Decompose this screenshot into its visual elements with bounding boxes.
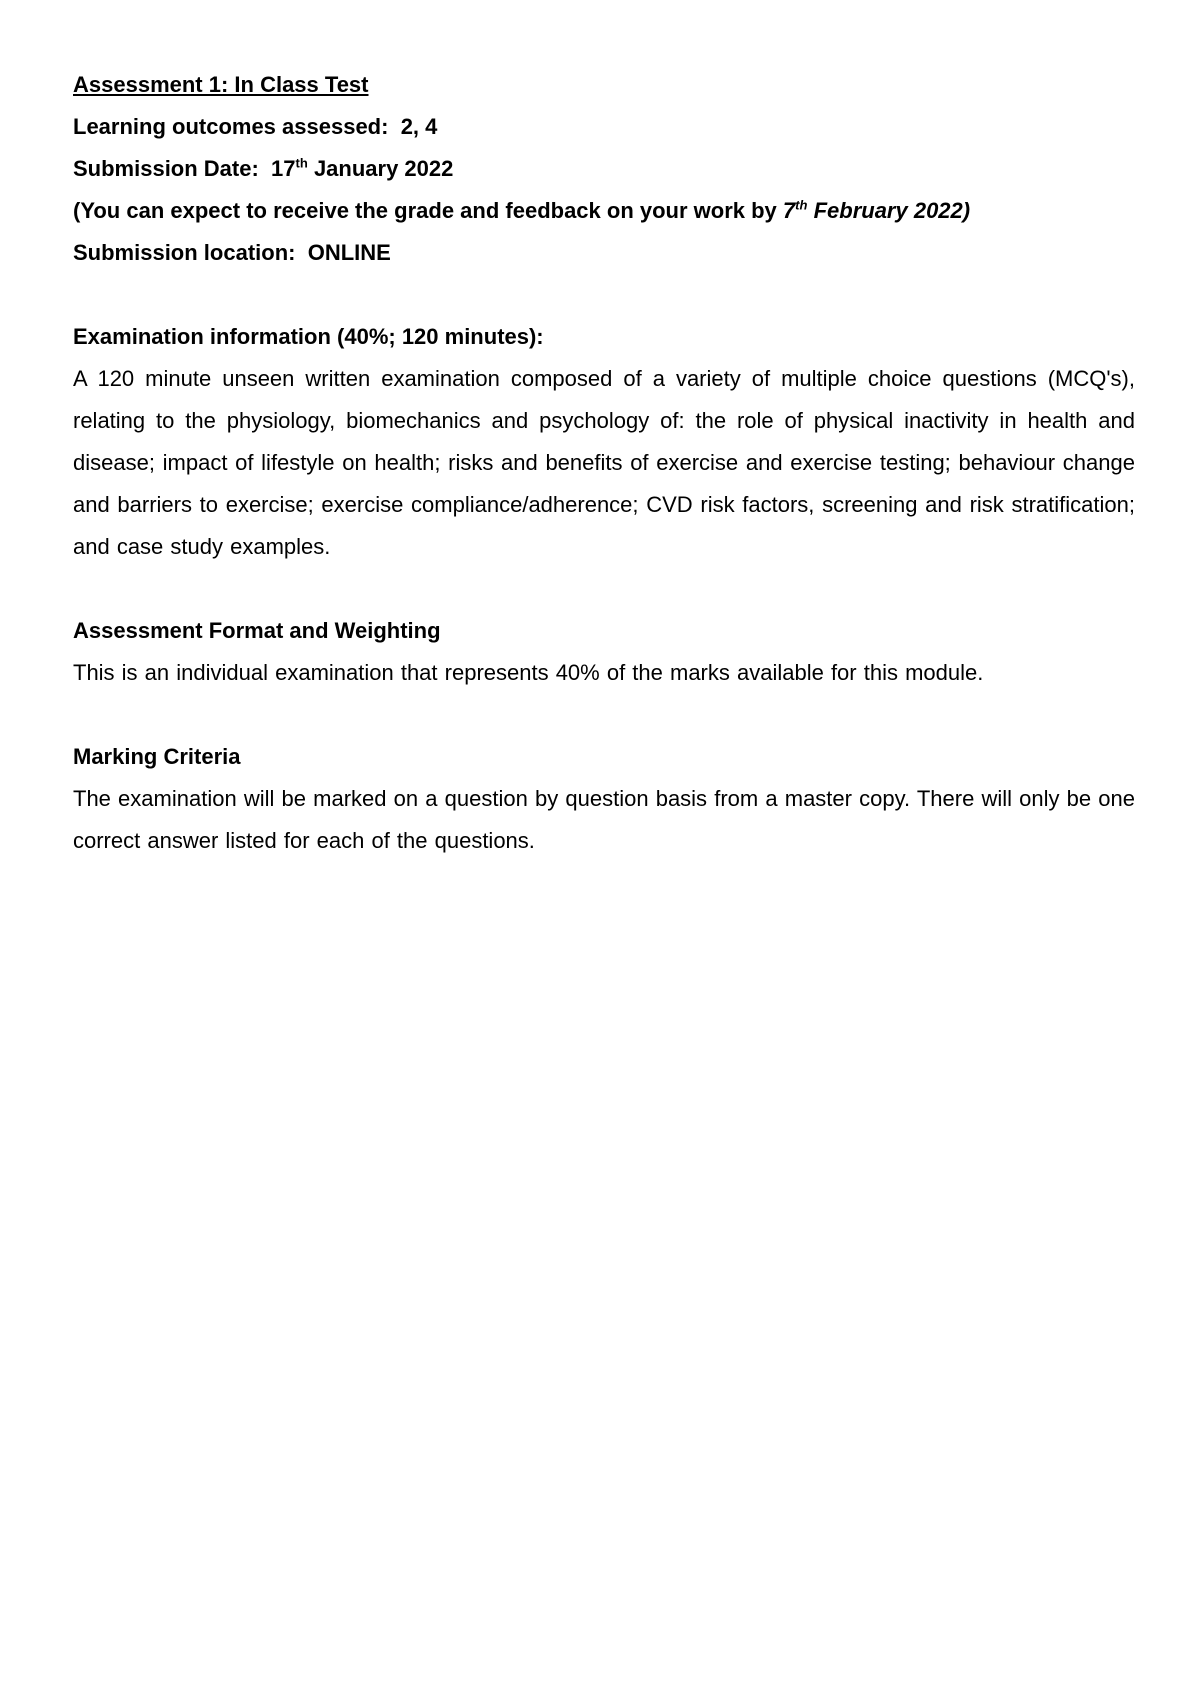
feedback-day-suffix: th bbox=[795, 197, 808, 213]
feedback-text: (You can expect to receive the grade and feedback on your work by bbox=[73, 198, 783, 223]
exam-info-body: A 120 minute unseen written examination composed of a variety of multiple choice questions (MCQ's), relating to the physiology, biomechanics and psychology of: the role of physical inactivity in health and disease; impact of lifestyle on health; risks and benefits of exercise and exercise testing; behaviour change and barriers to exercise; exercise compliance/adherence; CVD risk factors, screening and risk stratification; and case study examples. bbox=[73, 366, 1135, 559]
feedback-line bbox=[73, 190, 1135, 232]
feedback-day: 7 bbox=[782, 198, 796, 223]
document-content bbox=[73, 64, 1135, 862]
learning-outcomes-label: Learning outcomes assessed: bbox=[73, 114, 389, 139]
exam-info-heading: Examination information (40%; 120 minutes): bbox=[73, 324, 544, 349]
format-heading: Assessment Format and Weighting bbox=[73, 618, 441, 643]
submission-location-line bbox=[73, 232, 1135, 274]
assessment-title: Assessment 1: In Class Test bbox=[73, 72, 369, 97]
submission-day: 17 bbox=[271, 156, 296, 181]
submission-day-suffix: th bbox=[295, 155, 308, 171]
marking-heading: Marking Criteria bbox=[73, 744, 241, 769]
spacer bbox=[73, 274, 1135, 316]
spacer bbox=[73, 694, 1135, 736]
learning-outcomes-line bbox=[73, 106, 1135, 148]
learning-outcomes-value: 2, 4 bbox=[400, 114, 438, 139]
submission-date-label: Submission Date: bbox=[73, 156, 259, 181]
format-body: This is an individual examination that represents 40% of the marks available for this module. bbox=[73, 660, 984, 685]
submission-location-label: Submission location: bbox=[73, 240, 296, 265]
feedback-month-year: February 2022) bbox=[813, 198, 971, 223]
marking-body: The examination will be marked on a question by question basis from a master copy. There will only be one correct answer listed for each of the questions. bbox=[73, 786, 1135, 853]
submission-date-line bbox=[73, 148, 1135, 190]
spacer bbox=[73, 568, 1135, 610]
submission-location-value: ONLINE bbox=[307, 240, 391, 265]
submission-month-year: January 2022 bbox=[313, 156, 454, 181]
